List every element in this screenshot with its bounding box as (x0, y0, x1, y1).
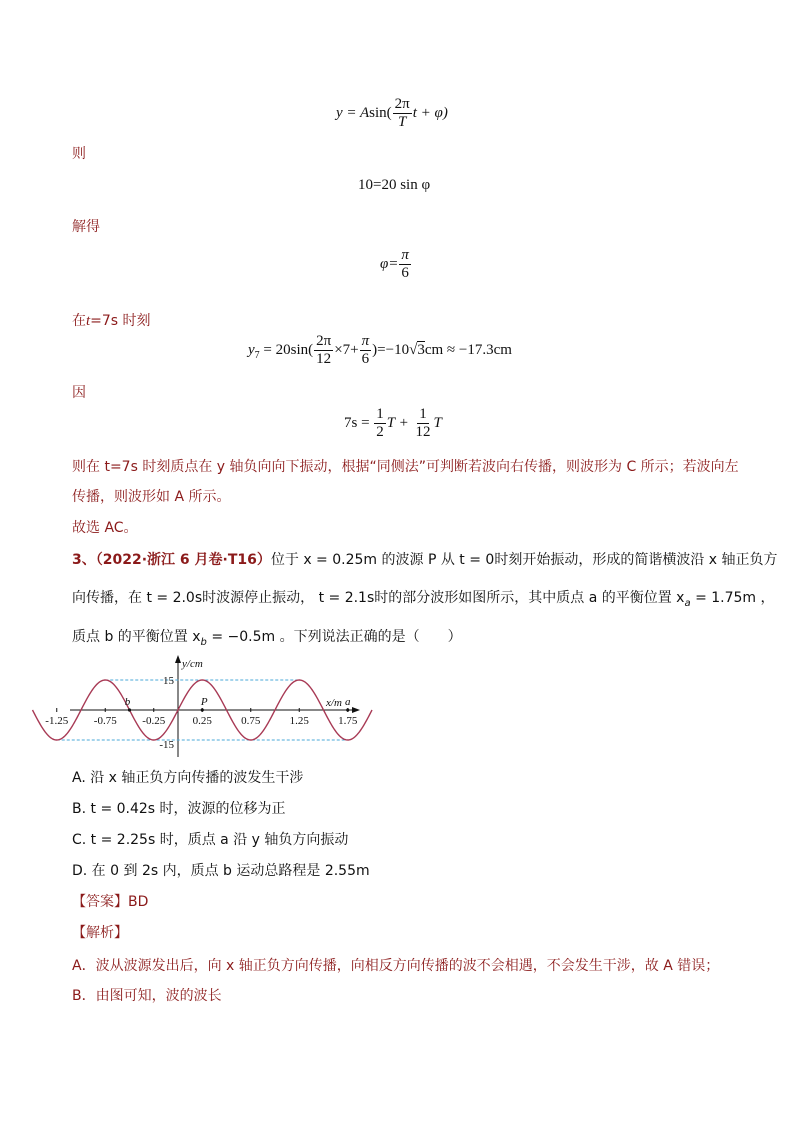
eq3-num: π (401, 247, 409, 263)
text-yin: 因 (72, 385, 86, 401)
y-axis-label: y/cm (182, 658, 203, 670)
eq3-frac (399, 247, 411, 282)
eq1-lhs: y = A (336, 104, 370, 121)
q3-number: 3、 (72, 552, 96, 568)
x-axis-arrow (352, 707, 360, 713)
equation-3 (380, 247, 412, 282)
point-label-b: b (124, 696, 131, 708)
q3-line2 (72, 587, 775, 609)
q3-line3 (72, 626, 462, 648)
eq5-den2: 12 (415, 424, 431, 440)
q3-source: （2022·浙江 6 月卷·T16） (95, 552, 271, 568)
explanation-a: A．波从波源发出后，向 x 轴正负方向传播，向相反方向传播的波不会相遇，不会发生干涉，故 A 错误； (72, 958, 720, 974)
point-b (128, 708, 131, 711)
y-axis-arrow (175, 655, 181, 663)
x-tick-label: 1.25 (289, 715, 309, 727)
text-at-t7 (72, 310, 151, 330)
eq4-sqrt: 3 (417, 341, 425, 358)
x-tick-label: 1.75 (338, 715, 358, 727)
point-a (346, 708, 349, 711)
equation-1 (336, 96, 448, 131)
x-tick-label: -0.25 (142, 715, 166, 727)
x-tick-label: -0.75 (93, 715, 117, 727)
eq4-den1: 12 (316, 351, 332, 367)
eq3-lhs: φ= (380, 255, 399, 272)
eq4-rhs2: cm ≈ −17.3cm (424, 341, 512, 358)
eq4-rhs: )=−10 (372, 341, 410, 358)
wave-figure (45, 655, 360, 760)
eq1-den: T (398, 114, 407, 130)
eq4-y: y (248, 341, 255, 358)
option-b[interactable]: B. t = 0.42s 时，波源的位移为正 (72, 801, 286, 817)
at-t7-pre: 在 (72, 313, 86, 329)
eq5-frac2 (414, 406, 433, 441)
q3-stem-3-tail: = −0.5m 。下列说法正确的是（ ） (206, 629, 462, 645)
x-tick-label: 0.75 (241, 715, 261, 727)
eq5-num1: 1 (376, 406, 384, 422)
eq5-mid: T + (386, 414, 413, 431)
point-label-a: a (345, 696, 351, 708)
text-jiede: 解得 (72, 219, 100, 235)
eq5-frac1 (374, 406, 386, 441)
point-label-P: P (200, 696, 208, 708)
eq5-num2: 1 (419, 406, 427, 422)
at-t7-post: =7s 时刻 (90, 313, 151, 329)
explanation-b: B．由图可知，波的波长 (72, 988, 222, 1004)
eq4-frac1 (314, 333, 333, 368)
eq3-den: 6 (401, 265, 409, 281)
q3-stem-3: 质点 b 的平衡位置 x (72, 629, 201, 645)
para1-line2: 传播，则波形如 A 所示。 (72, 489, 231, 505)
option-a[interactable]: A. 沿 x 轴正负方向传播的波发生干涉 (72, 770, 304, 786)
equation-5 (344, 406, 442, 441)
eq4-num2: π (361, 333, 370, 349)
y-tick-label: 15 (163, 675, 174, 687)
analysis-heading: 【解析】 (72, 925, 128, 941)
choose-ac: 故选 AC。 (72, 520, 138, 536)
q3-stem-2: 向传播，在 t = 2.0s时波源停止振动， t = 2.1s时的部分波形如图所示，其中质点 a 的平衡位置 x (72, 590, 685, 606)
x-tick-label: -1.25 (45, 715, 69, 727)
y-tick-label: -15 (159, 739, 174, 751)
option-c[interactable]: C. t = 2.25s 时，质点 a 沿 y 轴负方向振动 (72, 832, 349, 848)
equation-2: 10=20 sin φ (358, 177, 431, 193)
para1-line1: 则在 t=7s 时刻质点在 y 轴负向向下振动，根据“同侧法”可判断若波向右传播，则波形为 C 所示；若波向左 (72, 459, 739, 475)
x-tick-label: 0.25 (192, 715, 212, 727)
eq5-tail: T (433, 414, 442, 431)
x-axis-label: x/m (326, 697, 342, 709)
eq4-sqrt-sign: √ (409, 341, 418, 358)
eq1-frac (393, 96, 412, 131)
q3-stem-1: 位于 x = 0.25m 的波源 P 从 t = 0时刻开始振动，形成的简谐横波沿 x 轴正负方 (270, 552, 778, 568)
eq1-fn: sin( (369, 104, 392, 121)
eq4-sub: 7 (254, 349, 260, 361)
option-d[interactable]: D. 在 0 到 2s 内，质点 b 运动总路程是 2.55m (72, 863, 370, 879)
eq4-mid: = 20sin( (259, 341, 314, 358)
at-t7-t: t (86, 313, 91, 329)
text-ze: 则 (72, 146, 86, 162)
eq4-mid2: ×7+ (334, 341, 359, 358)
equation-4 (248, 333, 512, 368)
eq1-num: 2π (394, 96, 410, 112)
q3-line1 (72, 549, 778, 569)
q3-stem-2-tail: = 1.75m ， (690, 590, 775, 606)
q3-sub-b: b (200, 636, 207, 648)
eq5-lhs: 7s = (344, 414, 374, 431)
eq5-den1: 2 (376, 424, 384, 440)
eq4-num1: 2π (316, 333, 332, 349)
answer: 【答案】BD (72, 894, 149, 910)
eq4-den2: 6 (361, 351, 370, 367)
q3-sub-a: a (684, 597, 691, 609)
eq4-frac2 (360, 333, 372, 368)
eq1-tail: t + φ) (412, 104, 448, 121)
point-P (201, 708, 204, 711)
